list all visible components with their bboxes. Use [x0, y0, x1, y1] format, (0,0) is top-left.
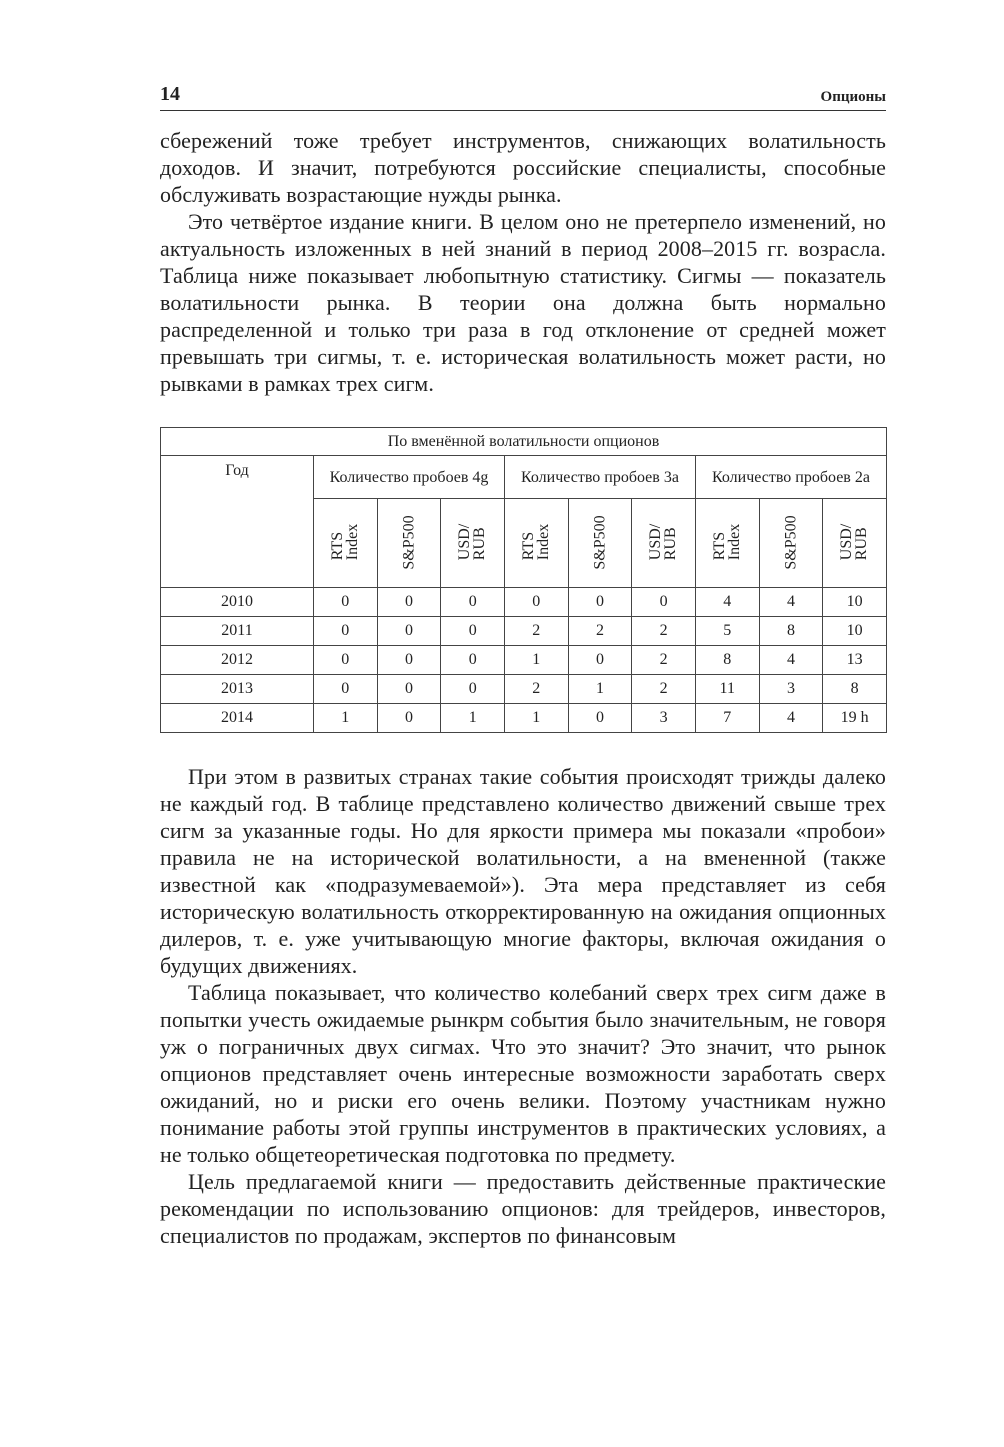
paragraph: Таблица показывает, что количество колебаний сверх трех сигм даже в попытки учесть ожидаемые рынкрм события было значительным, не говоря уж о пограничных двух сигмах. Что это значит? Это значит, что рынок опционов представляет очень интересные возможности заработать сверх ожиданий, но и риски его очень велики. Поэтому участникам нужно понимание работы этой группы инструментов в практических условиях, а не только общетеоретическая подготовка по предмету. [160, 980, 886, 1167]
table-cell: 1 [314, 704, 378, 733]
table-row [161, 588, 887, 617]
year-cell: 2011 [161, 617, 314, 646]
table-cell: 2 [504, 675, 568, 704]
year-cell: 2013 [161, 675, 314, 704]
table-row [161, 675, 887, 704]
table-cell: 2 [632, 617, 696, 646]
table-caption: По вменённой волатильности опционов [161, 428, 887, 456]
year-column-header: Год [161, 456, 314, 588]
page-number: 14 [160, 83, 180, 105]
instrument-header: RTS Index [314, 499, 378, 588]
table-cell: 2 [568, 617, 632, 646]
table-cell: 1 [504, 646, 568, 675]
table-cell: 0 [441, 646, 505, 675]
instrument-header: USD/ RUB [632, 499, 696, 588]
table-cell: 4 [695, 588, 759, 617]
instrument-header: USD/ RUB [823, 499, 887, 588]
table-cell: 1 [441, 704, 505, 733]
instrument-header: S&P500 [568, 499, 632, 588]
volatility-breaks-table [160, 427, 887, 733]
group-header-3a: Количество пробоев 3a [504, 456, 695, 499]
book-page [160, 78, 886, 1249]
table-cell: 10 [823, 588, 887, 617]
table-cell: 0 [568, 588, 632, 617]
instrument-header: S&P500 [377, 499, 441, 588]
table-row [161, 704, 887, 733]
table-cell: 2 [632, 675, 696, 704]
table-cell: 0 [314, 675, 378, 704]
body-text [160, 763, 886, 1249]
table-row [161, 646, 887, 675]
table-cell: 0 [314, 646, 378, 675]
table-cell: 4 [759, 646, 823, 675]
table-cell: 4 [759, 588, 823, 617]
table-cell: 5 [695, 617, 759, 646]
table-cell: 13 [823, 646, 887, 675]
table-cell: 0 [632, 588, 696, 617]
group-header-2a: Количество пробоев 2a [695, 456, 886, 499]
table-cell: 2 [504, 617, 568, 646]
table-cell: 8 [759, 617, 823, 646]
table-cell: 0 [568, 646, 632, 675]
running-header [160, 78, 886, 111]
instrument-header: S&P500 [759, 499, 823, 588]
table-row [161, 617, 887, 646]
paragraph: Это четвёртое издание книги. В целом оно не претерпело изменений, но актуальность изложенных в ней знаний в период 2008–2015 гг. возрасла. Таблица ниже показывает любопытную статистику. Сигмы — показатель волатильности рынка. В теории она должна быть нормально распределенной и только три раза в год отклонение от средней может превышать три сигмы, т. е. историческая волатильность может расти, но рывками в рамках трех сигм. [160, 209, 886, 396]
table-cell: 8 [823, 675, 887, 704]
group-header-4g: Количество пробоев 4g [314, 456, 505, 499]
year-cell: 2010 [161, 588, 314, 617]
paragraph: Цель предлагаемой книги — предоставить действенные практические рекомендации по использованию опционов: для трейдеров, инвесторов, специалистов по продажам, экспертов по финансовым [160, 1169, 886, 1248]
table-cell: 0 [568, 704, 632, 733]
table-cell: 0 [441, 617, 505, 646]
table-cell: 2 [632, 646, 696, 675]
table-cell: 0 [377, 617, 441, 646]
instrument-header: RTS Index [695, 499, 759, 588]
running-title: Опционы [820, 89, 886, 105]
instrument-header: USD/ RUB [441, 499, 505, 588]
table-cell: 0 [441, 675, 505, 704]
table-cell: 1 [568, 675, 632, 704]
table-cell: 0 [441, 588, 505, 617]
table-cell: 0 [314, 588, 378, 617]
table-cell: 0 [377, 704, 441, 733]
table-cell: 0 [377, 646, 441, 675]
table-cell: 0 [504, 588, 568, 617]
instrument-header: RTS Index [504, 499, 568, 588]
table-cell: 3 [632, 704, 696, 733]
table-cell: 11 [695, 675, 759, 704]
table-cell: 8 [695, 646, 759, 675]
table-cell: 10 [823, 617, 887, 646]
table-cell: 0 [314, 617, 378, 646]
intro-text [160, 127, 886, 397]
table-cell: 3 [759, 675, 823, 704]
table-cell: 7 [695, 704, 759, 733]
table-cell: 4 [759, 704, 823, 733]
table-cell: 19 h [823, 704, 887, 733]
year-cell: 2014 [161, 704, 314, 733]
table-cell: 0 [377, 588, 441, 617]
year-cell: 2012 [161, 646, 314, 675]
table-cell: 1 [504, 704, 568, 733]
table-cell: 0 [377, 675, 441, 704]
paragraph: При этом в развитых странах такие события происходят трижды далеко не каждый год. В таблице представлено количество движений свыше трех сигм за указанные годы. Но для яркости примера мы показали «пробои» правила не на исторической волатильности, а на вмененной (также известной как «подразумеваемой»). Эта мера представляет из себя историческую волатильность откорректированную на ожидания опционных дилеров, т. е. уже учитывающую многие факторы, включая ожидания о будущих движениях. [160, 764, 886, 978]
paragraph: сбережений тоже требует инструментов, снижающих волатильность доходов. И значит, потребуются российские специалисты, способные обслуживать возрастающие нужды рынка. [160, 128, 886, 207]
